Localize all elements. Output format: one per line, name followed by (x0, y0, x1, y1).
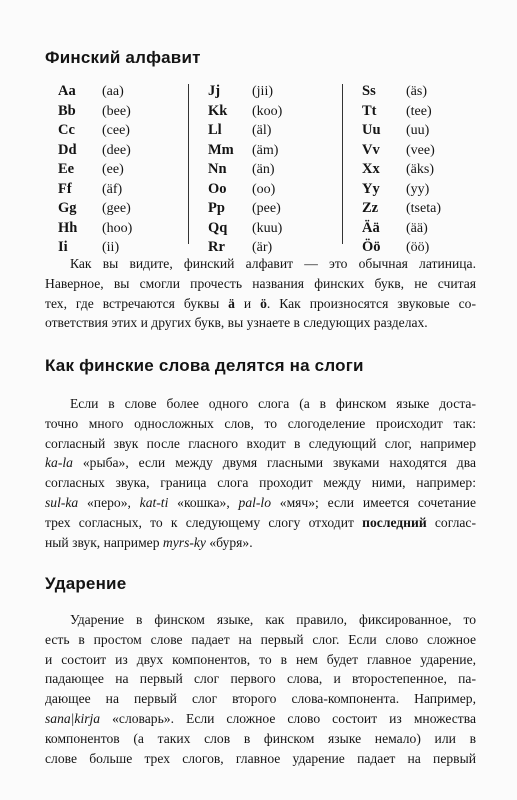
example-word: kat-ti (139, 494, 169, 510)
text-line: ный звук, например myrs-ky «буря». (45, 534, 253, 550)
alphabet-letter: Dd (58, 141, 77, 158)
alphabet-letter: Vv (362, 141, 380, 158)
text-line: Как вы видите, финский алфавит — это обычная латиница. (70, 256, 476, 271)
alphabet-letter-name: (jii) (252, 84, 273, 99)
emphasis-word: последний (362, 514, 427, 530)
alphabet-letter: Bb (58, 102, 76, 119)
alphabet-row (362, 82, 441, 102)
letter-o-umlaut: ö (260, 295, 267, 311)
alphabet-row (362, 141, 441, 161)
alphabet-letter-name: (öö) (406, 240, 430, 255)
alphabet-row (362, 160, 441, 180)
alphabet-letter-name: (uu) (406, 123, 430, 138)
alphabet-letter: Ii (58, 239, 68, 255)
alphabet-letter-name: (yy) (406, 181, 430, 197)
alphabet-letter-name: (hoo) (102, 220, 133, 236)
alphabet-row (58, 121, 132, 141)
alphabet-letter-name: (vee) (406, 142, 435, 158)
alphabet-letter-name: (gee) (102, 201, 131, 216)
alphabet-letter: Nn (208, 161, 227, 177)
alphabet-row (362, 102, 441, 122)
alphabet-row (208, 82, 282, 102)
text-line: слове больше трех слогов, главное ударение падает на первый (45, 750, 476, 766)
alphabet-row (58, 102, 132, 122)
column-divider-1 (188, 84, 189, 244)
text-line: ответствия этих и других букв, вы узнаете в следующих разделах. (45, 315, 428, 331)
alphabet-row (362, 199, 441, 219)
alphabet-letter: Yy (362, 180, 380, 197)
alphabet-row (208, 141, 282, 161)
alphabet-letter-name: (äf) (102, 181, 123, 197)
text-line: компонентов (а таких слов в финском языке немало) или в (45, 730, 476, 746)
alphabet-letter-name: (äl) (252, 123, 272, 138)
alphabet-letter: Oo (208, 180, 227, 197)
alphabet-letter: Ss (362, 83, 376, 99)
text-line: Если в слове более одного слога (а в финском языке доста- (70, 396, 476, 411)
column-divider-2 (342, 84, 343, 244)
paragraph-stress (45, 610, 476, 768)
alphabet-letter-name: (tee) (406, 103, 432, 119)
text-line: трех согласных, то к следующему слогу отходит последний соглас- (45, 514, 476, 530)
alphabet-row (362, 121, 441, 141)
alphabet-letter-name: (dee) (102, 142, 131, 158)
example-word: pal-lo (238, 494, 271, 510)
alphabet-letter: Uu (362, 122, 381, 138)
alphabet-letter-name: (äks) (406, 162, 434, 177)
alphabet-letter: Qq (208, 219, 228, 236)
alphabet-row (58, 180, 132, 200)
alphabet-row (208, 160, 282, 180)
text-line: точно много односложных слов, то слогоделение происходит так: (45, 415, 476, 431)
alphabet-letter: Hh (58, 219, 78, 236)
alphabet-row (58, 141, 132, 161)
alphabet-letter: Kk (208, 102, 228, 119)
alphabet-letter: Mm (208, 141, 234, 158)
text-line: sana|kirja «словарь». Если сложное слово состоит из множества (45, 710, 476, 726)
alphabet-letter: Cc (58, 122, 75, 138)
alphabet-row (208, 219, 282, 239)
text-line: Наверное, вы смогли прочесть названия финских букв, не считая (45, 275, 476, 291)
alphabet-letter: Ää (362, 219, 380, 236)
alphabet-row (208, 199, 282, 219)
alphabet-letter-name: (koo) (252, 103, 283, 119)
example-word: sul-ka (45, 494, 79, 510)
alphabet-letter: Rr (208, 239, 225, 255)
alphabet-letter-name: (kuu) (252, 220, 283, 236)
alphabet-letter: Ll (208, 122, 222, 138)
alphabet-letter-name: (aa) (102, 84, 124, 99)
alphabet-letter: Ee (58, 161, 75, 177)
alphabet-row (362, 180, 441, 200)
alphabet-row (58, 219, 132, 239)
alphabet-letter-name: (än) (252, 162, 275, 177)
text-line: есть в простом слове падает на первый слог. Если слово сложное (45, 631, 476, 647)
alphabet-letter-name: (cee) (102, 123, 130, 138)
paragraph-alphabet-note (45, 254, 476, 333)
alphabet-column-3 (362, 82, 441, 258)
heading-finnish-alphabet: Финский алфавит (45, 48, 201, 67)
alphabet-letter-name: (tseta) (406, 201, 441, 216)
text-line: Ударение в финском языке, как правило, фиксированное, то (70, 612, 476, 627)
alphabet-row (208, 121, 282, 141)
alphabet-letter-name: (ee) (102, 162, 124, 177)
alphabet-letter: Xx (362, 161, 380, 177)
alphabet-letter-name: (ii) (102, 240, 120, 255)
letter-a-umlaut: ä (228, 295, 235, 311)
paragraph-syllables (45, 394, 476, 552)
alphabet-column-2 (208, 82, 282, 258)
alphabet-letter: Jj (208, 83, 221, 99)
alphabet-row (208, 102, 282, 122)
alphabet-column-1 (58, 82, 132, 258)
alphabet-letter-name: (pee) (252, 201, 281, 216)
text-line: sul-ka «перо», kat-ti «кошка», pal-lo «мяч»; если имеется сочетание (45, 494, 476, 510)
example-word: sana|kirja (45, 710, 101, 726)
text-line: ka-la «рыба», если между двумя гласными звуками находятся два (45, 455, 476, 471)
alphabet-row (58, 160, 132, 180)
text-line: согласный звук после гласного входит в следующий слог, например (45, 435, 476, 451)
heading-syllables: Как финские слова делятся на слоги (45, 356, 364, 375)
text-line: падающее на первый слог первого слова, и второстепенное, па- (45, 671, 476, 687)
alphabet-letter: Aa (58, 83, 76, 99)
alphabet-row (58, 199, 132, 219)
text-line: тех, где встречаются буквы ä и ö. Как произносятся звуковые со- (45, 295, 476, 311)
heading-stress: Ударение (45, 574, 127, 593)
alphabet-letter-name: (äm) (252, 142, 279, 158)
alphabet-letter: Tt (362, 102, 377, 119)
alphabet-row (362, 219, 441, 239)
alphabet-letter-name: (oo) (252, 181, 276, 197)
alphabet-letter: Zz (362, 200, 379, 216)
text-line: и состоит из двух компонентов, то в нем будет главное ударение, (45, 651, 476, 667)
alphabet-letter-name: (äs) (406, 84, 427, 99)
alphabet-letter-name: (är) (252, 240, 273, 255)
alphabet-table (58, 82, 478, 255)
example-word: ka-la (45, 455, 73, 471)
text-line: дающее на первый слог второго слова-компонента. Например, (45, 691, 476, 707)
alphabet-letter: Öö (362, 239, 381, 255)
alphabet-letter: Pp (208, 200, 225, 216)
example-word: myrs-ky (162, 534, 206, 550)
alphabet-letter-name: (bee) (102, 103, 131, 119)
alphabet-row (58, 82, 132, 102)
alphabet-row (208, 180, 282, 200)
text-line: согласных звука, граница слога проходит между ними, например: (45, 475, 476, 491)
alphabet-letter: Ff (58, 180, 72, 197)
alphabet-letter: Gg (58, 200, 77, 216)
alphabet-letter-name: (ää) (406, 220, 428, 236)
